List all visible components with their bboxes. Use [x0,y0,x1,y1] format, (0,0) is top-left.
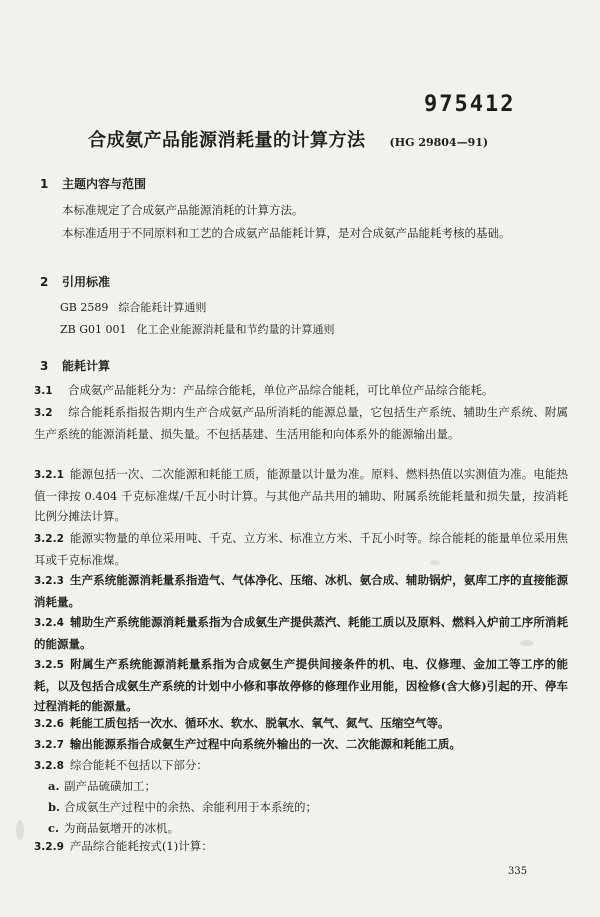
section-title: 引用标准 [62,275,111,289]
section-1-heading [40,175,146,192]
reference-title: 综合能耗计算通则 [118,301,207,314]
clause-text: 附属生产系统能源消耗量系指为合成氨生产提供间接条件的机、电、仪修理、金加工等工序的能耗，以及包括合成氨生产系统的计划中小修和事故停修的修理作业用能，因检修(含大修)引起的开、停车过程消耗的能源量。 [34,657,568,713]
clause-number: 3.2.2 [34,533,64,545]
item-label: a. [48,779,60,793]
exclusion-item-b [48,797,568,817]
exclusion-item-a [48,776,568,796]
item-text: 副产品硫磺加工； [64,779,156,793]
clause-number: 3.2.6 [34,718,64,730]
reference-code: ZB G01 001 [60,323,127,336]
clause-3-2-2 [34,528,568,570]
item-label: b. [48,800,61,814]
document-title: 合成氨产品能源消耗量的计算方法 [88,130,366,151]
item-text: 合成氨生产过程中的余热、余能利用于本系统的； [64,800,317,814]
clause-number: 3.2.7 [34,739,64,751]
document-number: 975412 [424,92,516,117]
clause-3-2-1 [34,464,568,527]
standard-code: (HG 29804—91) [389,136,489,149]
clause-text: 综合能耗不包括以下部分： [69,758,208,772]
clause-3-2-9 [34,836,568,858]
item-text: 为商品氨增开的冰机。 [64,821,179,835]
clause-text: 合成氨产品能耗分为：产品综合能耗，单位产品综合能耗，可比单位产品综合能耗。 [68,383,494,397]
clause-3-2-3 [34,570,568,612]
clause-number: 3.2.8 [34,760,64,772]
reference-item [60,321,570,339]
clause-text: 产品综合能耗按式(1)计算： [69,839,213,853]
section-number: 1 [40,177,49,191]
clause-3-1 [34,380,568,402]
clause-3-2-7 [34,734,568,756]
clause-text: 综合能耗系指报告期内生产合成氨产品所消耗的能源总量，它包括生产系统、辅助生产系统、附属生产系统的能源消耗量、损失量。不包括基建、生活用能和向体系外的能源输出量。 [34,405,568,441]
reference-item [60,299,570,317]
clause-number: 3.2.1 [34,469,64,481]
title-row [88,126,568,152]
clause-3-2-4 [34,612,568,654]
section-title: 能耗计算 [62,359,111,373]
exclusion-item-c [48,818,568,838]
item-label: c. [48,821,60,835]
clause-number: 3.2 [34,407,53,419]
clause-text: 生产系统能源消耗量系指造气、气体净化、压缩、冰机、氨合成、辅助锅炉，氨库工序的直接能源消耗量。 [34,573,568,609]
clause-text: 能源包括一次、二次能源和耗能工质，能源量以计量为准。原料、燃料热值以实测值为准。电能热值一律按 0.404 千克标准煤/千瓦小时计算。与其他产品共用的辅助、附属系统能耗量和损失量，按消耗比例分摊法计算。 [34,467,568,523]
clause-number: 3.2.9 [34,841,64,853]
clause-3-2-6 [34,713,568,735]
section-3-heading [40,357,110,374]
section-2-heading [40,273,110,290]
scan-speck [16,820,24,840]
clause-number: 3.2.4 [34,617,64,629]
section-1-paragraph-2: 本标准适用于不同原料和工艺的合成氨产品能耗计算，是对合成氨产品能耗考核的基础。 [62,226,511,240]
section-1-paragraph-1: 本标准规定了合成氨产品能源消耗的计算方法。 [62,203,304,217]
page-number: 335 [508,866,528,877]
clause-number: 3.1 [34,385,53,397]
section-number: 3 [40,359,49,373]
clause-number: 3.2.3 [34,575,64,587]
clause-3-2 [34,402,568,444]
reference-title: 化工企业能源消耗量和节约量的计算通则 [136,323,335,336]
reference-code: GB 2589 [60,301,109,314]
section-number: 2 [40,275,49,289]
clause-3-2-5 [34,654,568,717]
clause-text: 耗能工质包括一次水、循环水、软水、脱氧水、氧气、氮气、压缩空气等。 [69,716,450,730]
section-title: 主题内容与范围 [62,177,147,191]
clause-text: 辅助生产系统能源消耗量系指为合成氨生产提供蒸汽、耗能工质以及原料、燃料入炉前工序所消耗的能源量。 [34,615,568,651]
clause-text: 能源实物量的单位采用吨、千克、立方米、标准立方米、千瓦小时等。综合能耗的能量单位采用焦耳或千克标准煤。 [34,531,568,567]
clause-3-2-8 [34,755,568,777]
clause-number: 3.2.5 [34,659,64,671]
clause-text: 输出能源系指合成氨生产过程中向系统外输出的一次、二次能源和耗能工质。 [69,737,461,751]
